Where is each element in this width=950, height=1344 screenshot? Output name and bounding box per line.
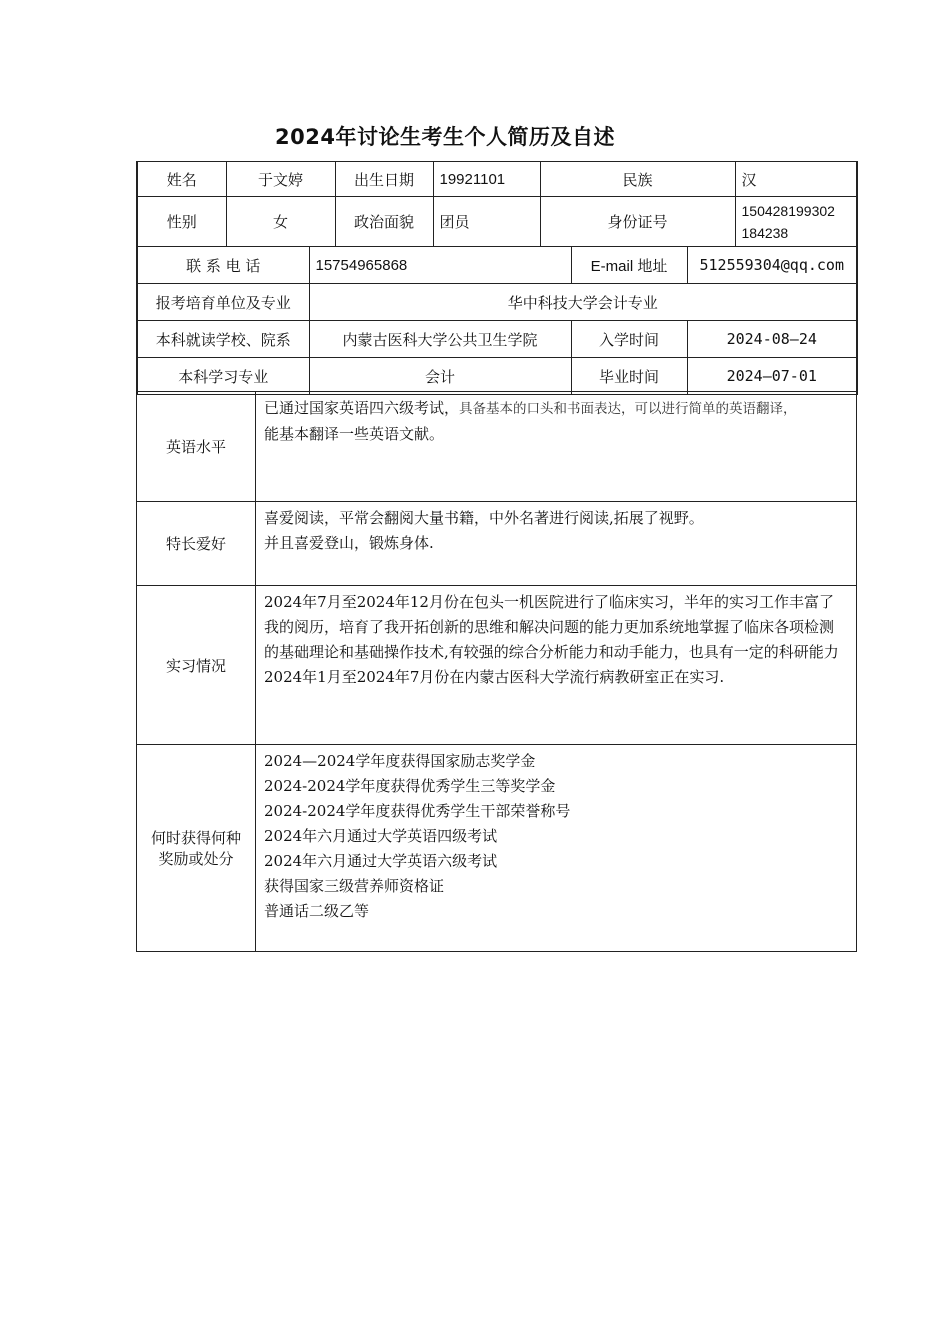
major-value: 会计 bbox=[309, 358, 571, 395]
awards-text bbox=[256, 745, 857, 952]
award-item: 2024—2024学年度获得国家励志奖学金 bbox=[264, 752, 536, 770]
hobby-label: 特长爱好 bbox=[137, 502, 256, 586]
internship-text bbox=[256, 586, 857, 745]
hobby-line-2: 并且喜爱登山，锻炼身体. bbox=[264, 534, 434, 552]
birth-value: 19921101 bbox=[433, 162, 540, 197]
education-table bbox=[136, 246, 858, 395]
english-line-2: 能基本翻译一些英语文献。 bbox=[264, 425, 445, 443]
political-value: 团员 bbox=[433, 197, 540, 247]
english-line-1b: 具备基本的口头和书面表达，可以进行简单的英语翻译， bbox=[459, 401, 797, 417]
name-label: 姓名 bbox=[137, 162, 226, 197]
phone-value: 15754965868 bbox=[309, 247, 571, 284]
grad-value: 2024—07-01 bbox=[687, 358, 857, 395]
major-label: 本科学习专业 bbox=[137, 358, 309, 395]
award-item: 2024年六月通过大学英语六级考试 bbox=[264, 852, 498, 870]
internship-label: 实习情况 bbox=[137, 586, 256, 745]
email-label: E-mail 地址 bbox=[571, 247, 687, 284]
application-label: 报考培育单位及专业 bbox=[137, 284, 309, 321]
award-item: 2024-2024学年度获得优秀学生三等奖学金 bbox=[264, 777, 556, 795]
awards-label bbox=[137, 745, 256, 952]
id-line-2: 184238 bbox=[741, 224, 789, 241]
english-line-1a: 已通过国家英语四六级考试， bbox=[264, 399, 460, 417]
grad-label: 毕业时间 bbox=[571, 358, 687, 395]
enroll-label: 入学时间 bbox=[571, 321, 687, 358]
id-value bbox=[735, 197, 857, 247]
award-item: 2024-2024学年度获得优秀学生干部荣誉称号 bbox=[264, 802, 571, 820]
political-label: 政治面貌 bbox=[335, 197, 433, 247]
phone-label: 联 系 电 话 bbox=[137, 247, 309, 284]
hobby-text bbox=[256, 502, 857, 586]
id-line-1: 150428199302 bbox=[741, 202, 835, 219]
award-item: 普通话二级乙等 bbox=[264, 902, 370, 920]
enroll-value: 2024-08—24 bbox=[687, 321, 857, 358]
gender-value: 女 bbox=[226, 197, 335, 247]
page-title: 2024年讨论生考生个人简历及自述 bbox=[275, 125, 615, 149]
application-value: 华中科技大学会计专业 bbox=[309, 284, 857, 321]
school-value: 内蒙古医科大学公共卫生学院 bbox=[309, 321, 571, 358]
birth-label: 出生日期 bbox=[335, 162, 433, 197]
email-value: 512559304@qq.com bbox=[687, 247, 857, 284]
awards-label-line-2: 奖励或处分 bbox=[158, 850, 234, 868]
english-label: 英语水平 bbox=[137, 392, 256, 502]
english-text bbox=[256, 392, 857, 502]
award-item: 2024年六月通过大学英语四级考试 bbox=[264, 827, 498, 845]
id-label: 身份证号 bbox=[540, 197, 735, 247]
school-label: 本科就读学校、院系 bbox=[137, 321, 309, 358]
award-item: 获得国家三级营养师资格证 bbox=[264, 877, 445, 895]
narrative-table bbox=[136, 391, 857, 952]
ethnic-value: 汉 bbox=[735, 162, 857, 197]
gender-label: 性别 bbox=[137, 197, 226, 247]
ethnic-label: 民族 bbox=[540, 162, 735, 197]
awards-label-line-1: 何时获得何种 bbox=[150, 829, 241, 847]
hobby-line-1: 喜爱阅读，平常会翻阅大量书籍，中外名著进行阅读,拓展了视野。 bbox=[264, 509, 704, 527]
basic-info-table bbox=[136, 161, 858, 247]
internship-para-1: 2024年7月至2024年12月份在包头一机医院进行了临床实习，半年的实习工作丰富了我的阅历，培育了我开拓创新的思维和解决问题的能力更加系统地掌握了临床各项检测的基础理论和基础操作技术,有较强的综合分析能力和动手能力，也具有一定的科研能力 bbox=[264, 593, 839, 661]
name-value: 于文婷 bbox=[226, 162, 335, 197]
internship-para-2: 2024年1月至2024年7月份在内蒙古医科大学流行病教研室正在实习. bbox=[264, 668, 725, 686]
